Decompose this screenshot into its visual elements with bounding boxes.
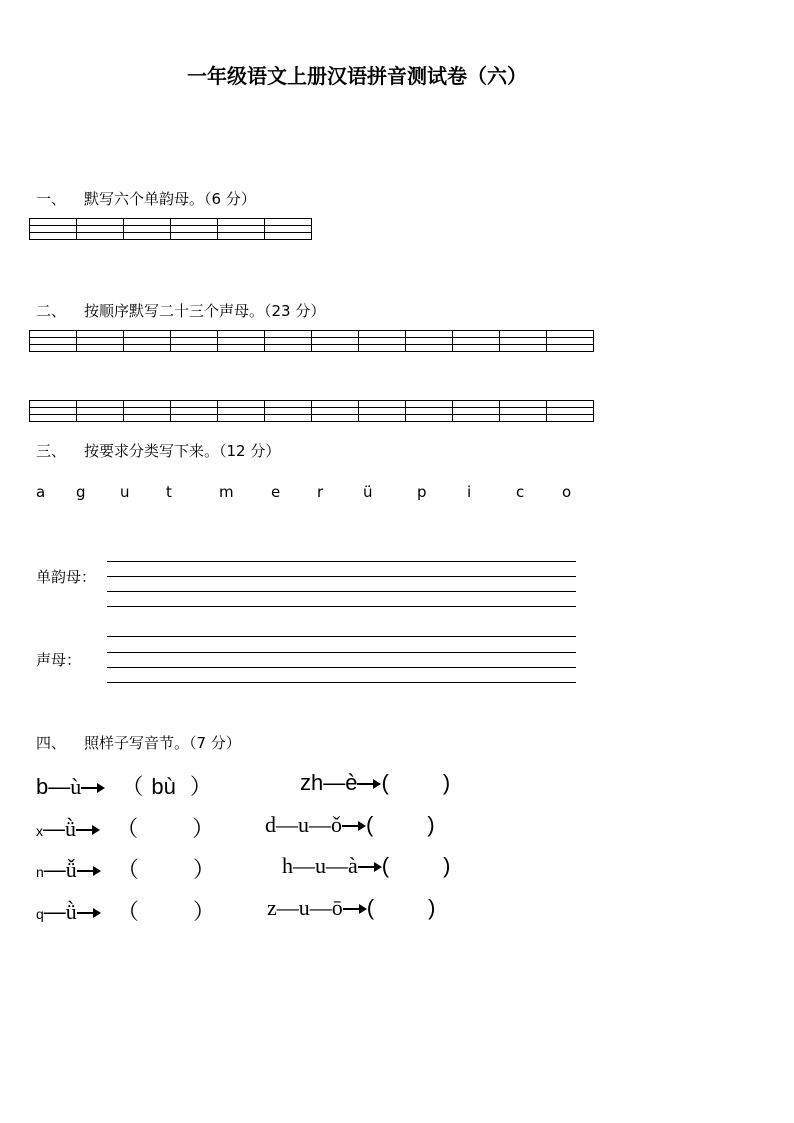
finals-writing-line[interactable] [107, 561, 576, 562]
letter-item: p [417, 483, 427, 501]
section-1-number: 一、 [36, 190, 67, 208]
arrow-right-icon [77, 866, 101, 876]
spelling-exercise-row: n—ǚ （ ） [36, 857, 215, 882]
spelling-exercise-row: z—u—ō ( ) [267, 895, 436, 920]
letter-item: t [166, 483, 172, 501]
finals-writing-line[interactable] [107, 576, 576, 577]
arrow-right-icon [342, 821, 366, 831]
letter-item: g [76, 483, 86, 501]
section-2-text: 按顺序默写二十三个声母。（23 分） [84, 302, 326, 320]
initials-writing-line[interactable] [107, 652, 576, 653]
section-2-heading [36, 300, 325, 321]
letter-item: u [120, 483, 130, 501]
initials-label: 声母： [36, 651, 82, 669]
spelling-exercise-row: d—u—ǒ ( ) [265, 812, 435, 837]
section-3-number: 三、 [36, 442, 67, 460]
initials-writing-line[interactable] [107, 682, 576, 683]
arrow-right-icon [358, 862, 382, 872]
spelling-exercise-row: zh—è ( ) [300, 770, 451, 795]
finals-writing-line[interactable] [107, 606, 576, 607]
letter-item: e [271, 483, 281, 501]
finals-label: 单韵母： [36, 568, 97, 586]
finals-writing-line[interactable] [107, 591, 576, 592]
arrow-right-icon [81, 783, 105, 793]
spelling-exercise-row: h—u—à ( ) [282, 853, 451, 878]
letter-item: m [219, 483, 234, 501]
arrow-right-icon [77, 908, 101, 918]
arrow-right-icon [357, 779, 381, 789]
initials-writing-line[interactable] [107, 636, 576, 637]
spelling-exercise-row: q—ǜ （ ） [36, 899, 215, 924]
section-3-heading [36, 440, 280, 461]
section-2-writing-grid-2[interactable] [29, 400, 594, 422]
spelling-exercise-row: x—ǜ （ ） [36, 816, 215, 841]
letter-item: i [467, 483, 472, 501]
initials-writing-line[interactable] [107, 667, 576, 668]
page-title: 一年级语文上册汉语拼音测试卷（六） [187, 64, 527, 88]
section-1-text: 默写六个单韵母。（6 分） [84, 190, 256, 208]
example-answer: bù [151, 774, 176, 799]
letter-item: r [317, 483, 324, 501]
section-4-text: 照样子写音节。（7 分） [84, 734, 241, 752]
letter-item: c [516, 483, 525, 501]
section-2-number: 二、 [36, 302, 67, 320]
section-3-text: 按要求分类写下来。（12 分） [84, 442, 281, 460]
section-1-writing-grid[interactable] [29, 218, 312, 240]
letter-item: a [36, 483, 46, 501]
letter-item: o [562, 483, 572, 501]
arrow-right-icon [343, 904, 367, 914]
section-4-heading [36, 732, 241, 753]
section-2-writing-grid-1[interactable] [29, 330, 594, 352]
arrow-right-icon [76, 825, 100, 835]
section-1-heading [36, 188, 256, 209]
section-4-number: 四、 [36, 734, 67, 752]
spelling-example-row: b—ù （ bù ） [36, 774, 212, 799]
letter-item: ü [363, 483, 373, 501]
